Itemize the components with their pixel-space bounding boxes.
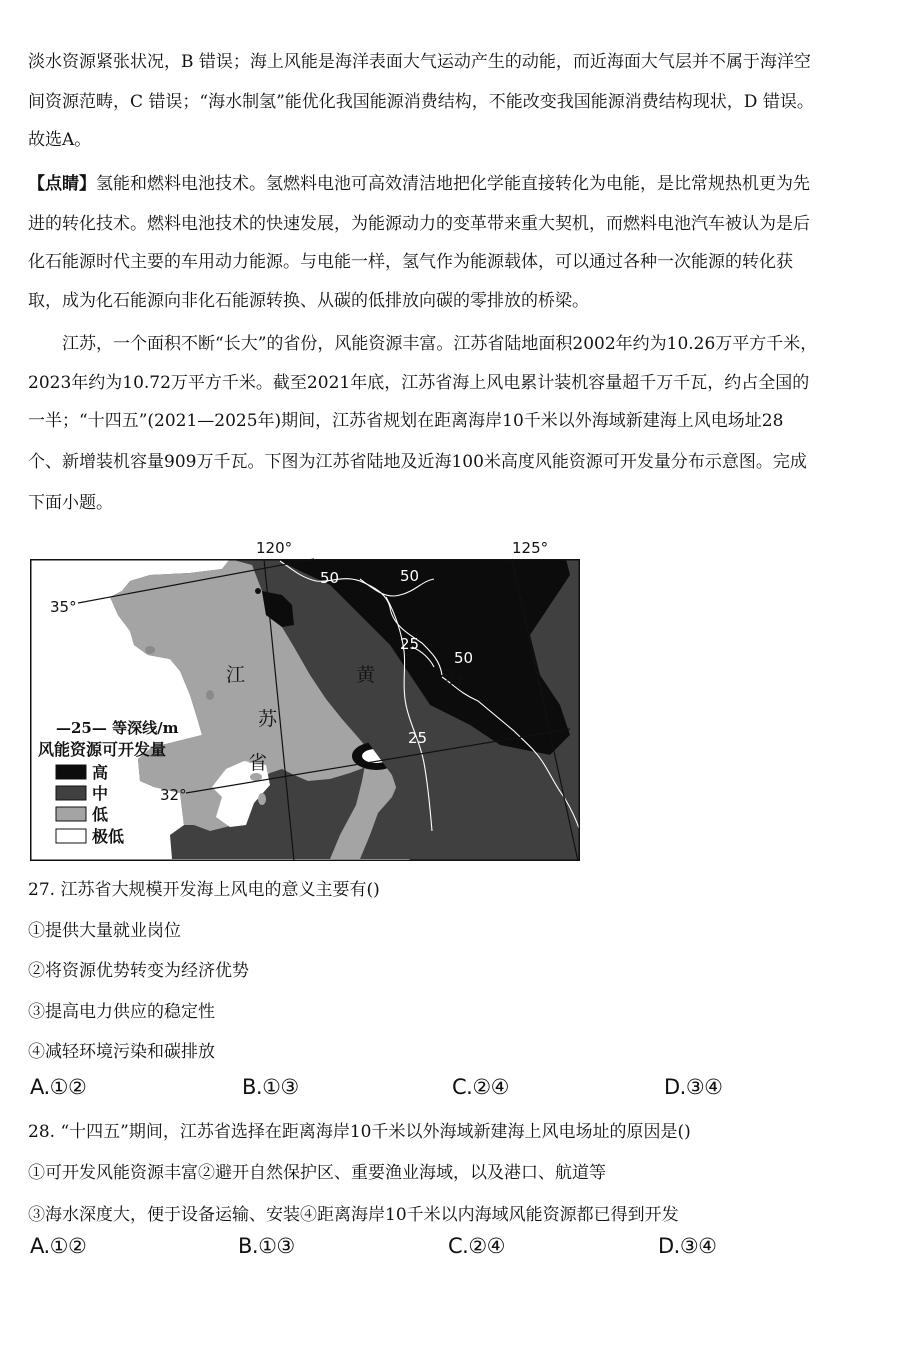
comment-line: 进的转化技术。燃料电池技术的快速发展，为能源动力的变革带来重大契机，而燃料电池汽车被认为是后: [28, 214, 810, 234]
depth-label: 50: [454, 649, 474, 667]
legend-swatch-very-low: [56, 829, 86, 843]
option-a[interactable]: A.①②: [30, 1234, 87, 1258]
option-c[interactable]: C.②④: [448, 1234, 505, 1258]
comment-tag: 【点睛】: [28, 174, 96, 194]
depth-label: 25: [400, 635, 420, 653]
question-28-item: ①可开发风能资源丰富②避开自然保护区、重要渔业海域，以及港口、航道等: [28, 1163, 606, 1183]
option-b[interactable]: B.①③: [242, 1075, 299, 1099]
depth-label: 50: [320, 569, 340, 587]
question-28-stem: 28. “十四五”期间，江苏省选择在距离海岸10千米以外海域新建海上风电场址的原因是(): [28, 1122, 691, 1142]
passage-line: 下面小题。: [28, 493, 113, 513]
legend-swatch-low: [56, 807, 86, 821]
question-27-item: ③提高电力供应的稳定性: [28, 1002, 215, 1022]
depth-label: 50: [400, 567, 420, 585]
wind-resource-map: [30, 535, 580, 861]
question-27-item: ②将资源优势转变为经济优势: [28, 961, 249, 981]
place-label: 江: [226, 664, 246, 686]
option-d[interactable]: D.③④: [658, 1234, 717, 1258]
option-c[interactable]: C.②④: [452, 1075, 509, 1099]
legend-label: 高: [92, 763, 109, 782]
place-label: 苏: [258, 708, 278, 730]
depth-label: 25: [408, 729, 428, 747]
passage-line: 2023年约为10.72万平方千米。截至2021年底，江苏省海上风电累计装机容量超千万千瓦，约占全国的: [28, 373, 810, 393]
option-d[interactable]: D.③④: [664, 1075, 723, 1099]
option-b[interactable]: B.①③: [238, 1234, 295, 1258]
passage-line: 一半；“十四五”(2021—2025年)期间，江苏省规划在距离海岸10千米以外海域新建海上风电场址28: [28, 411, 784, 431]
lat-label: 32°: [160, 786, 187, 804]
legend-contour: —25— 等深线/m: [56, 719, 179, 737]
text-line: 淡水资源紧张状况，B 错误；海上风能是海洋表面大气运动产生的动能，而近海面大气层并不属于海洋空: [28, 52, 811, 72]
comment-line: [28, 173, 810, 195]
question-27-item: ④减轻环境污染和碳排放: [28, 1042, 215, 1062]
legend-swatch-medium: [56, 786, 86, 800]
lon-label: 120°: [256, 539, 293, 557]
comment-text: 氢能和燃料电池技术。氢燃料电池可高效清洁地把化学能直接转化为电能，是比常规热机更为先: [96, 174, 810, 194]
legend-title: 风能资源可开发量: [38, 740, 167, 759]
text-line: 间资源范畴，C 错误；“海水制氢”能优化我国能源消费结构，不能改变我国能源消费结构现状，D 错误。: [28, 92, 814, 112]
question-27-options: [28, 1075, 888, 1105]
question-28-options: [28, 1234, 888, 1264]
question-27-stem: 27. 江苏省大规模开发海上风电的意义主要有(): [28, 880, 380, 900]
place-label: 黄: [356, 664, 376, 686]
place-label: 海: [444, 668, 464, 690]
lat-label: 35°: [50, 598, 77, 616]
question-27-item: ①提供大量就业岗位: [28, 921, 181, 941]
passage-line: 江苏，一个面积不断“长大”的省份，风能资源丰富。江苏省陆地面积2002年约为10.26万平方千米，: [62, 334, 818, 354]
legend-label: 中: [92, 784, 109, 803]
place-label: 省: [248, 752, 268, 774]
comment-line: 取，成为化石能源向非化石能源转换、从碳的低排放向碳的零排放的桥梁。: [28, 291, 589, 311]
text-line: 故选A。: [28, 130, 92, 150]
legend-label: 极低: [92, 827, 125, 846]
legend-swatch-high: [56, 765, 86, 779]
question-28-item: ③海水深度大，便于设备运输、安装④距离海岸10千米以内海域风能资源都已得到开发: [28, 1205, 679, 1225]
option-a[interactable]: A.①②: [30, 1075, 87, 1099]
lon-label: 125°: [512, 539, 549, 557]
passage-line: 个、新增装机容量909万千瓦。下图为江苏省陆地及近海100米高度风能资源可开发量分布示意图。完成: [28, 452, 807, 472]
legend-label: 低: [92, 805, 109, 824]
comment-line: 化石能源时代主要的车用动力能源。与电能一样，氢气作为能源载体，可以通过各种一次能源的转化获: [28, 252, 793, 272]
